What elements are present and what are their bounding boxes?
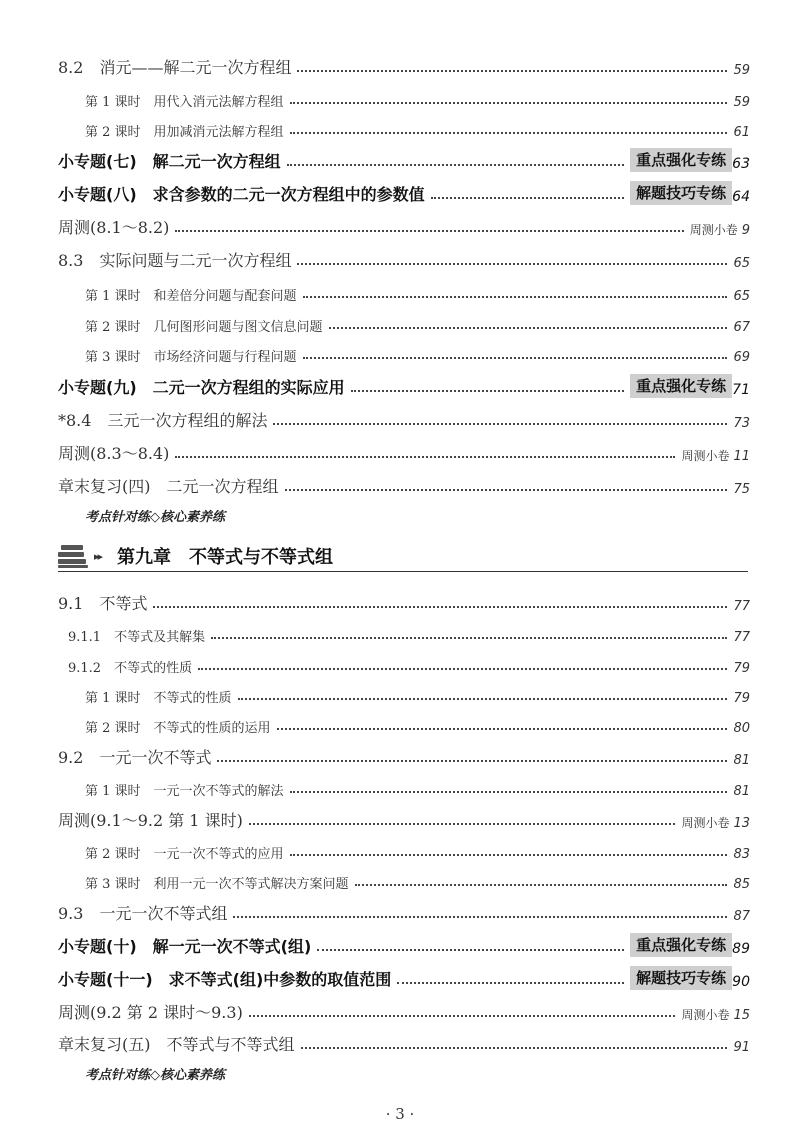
toc-entry-page: 64	[732, 189, 750, 205]
toc-entry-page: 75	[733, 482, 750, 497]
toc-entry[interactable]	[58, 243, 750, 271]
toc-entry-title: 第 2 课时 不等式的性质的运用	[85, 721, 271, 736]
toc-entry-page: 73	[733, 416, 750, 431]
book-stack-icon	[58, 543, 90, 569]
leader-dots	[303, 357, 728, 359]
toc-entry-page: 65	[733, 256, 750, 271]
category-badge: 周测小卷	[681, 816, 730, 830]
category-badge: 重点强化专练	[630, 933, 732, 957]
toc-entry-title: 第 3 课时 利用一元一次不等式解决方案问题	[85, 877, 349, 892]
toc-entry[interactable]	[58, 436, 750, 464]
toc-entry[interactable]	[85, 708, 750, 736]
leader-dots	[249, 1015, 676, 1017]
toc-entry-title: 9.1.1 不等式及其解集	[68, 630, 206, 645]
toc-entry-title: 第 3 课时 市场经济问题与行程问题	[85, 350, 297, 365]
toc-entry-title: 第 1 课时 不等式的性质	[85, 691, 232, 706]
toc-entry[interactable]	[85, 337, 750, 365]
toc-entry-title: 第 2 课时 几何图形问题与图文信息问题	[85, 320, 323, 335]
category-badge: 解题技巧专练	[630, 181, 732, 205]
leader-dots	[175, 230, 683, 232]
category-badge: 重点强化专练	[630, 148, 732, 172]
toc-entry[interactable]	[58, 962, 750, 990]
toc-entry-page: 85	[733, 877, 750, 892]
toc-entry-title: 8.3 实际问题与二元一次方程组	[58, 251, 292, 270]
toc-entry[interactable]	[85, 82, 750, 110]
toc-entry[interactable]	[58, 896, 750, 924]
toc-entry[interactable]	[58, 210, 750, 238]
toc-entry[interactable]	[58, 586, 750, 614]
toc-entry-title: 小专题(七) 解二元一次方程组	[58, 152, 281, 171]
toc-entry-page: 79	[733, 691, 750, 706]
toc-entry[interactable]	[85, 276, 750, 304]
toc-entry-title: 小专题(八) 求含参数的二元一次方程组中的参数值	[58, 185, 425, 204]
leader-dots	[153, 606, 727, 608]
toc-entry[interactable]	[58, 929, 750, 957]
toc-entry-page: 15	[733, 1008, 750, 1023]
leader-dots	[329, 327, 728, 329]
category-badge: 周测小卷	[681, 449, 730, 463]
toc-entry-page: 83	[733, 847, 750, 862]
leader-dots	[351, 390, 625, 392]
toc-entry-page: 89	[732, 941, 750, 957]
toc-entry-title: 第 1 课时 一元一次不等式的解法	[85, 784, 284, 799]
toc-entry-page: 81	[733, 784, 750, 799]
leader-dots	[217, 760, 727, 762]
toc-entry-title: *8.4 三元一次方程组的解法	[58, 411, 268, 430]
double-arrow-icon: ▸▸	[94, 549, 102, 563]
toc-entry-page: 81	[733, 753, 750, 768]
toc-entry-title: 周测(9.1～9.2 第 1 课时)	[58, 811, 243, 830]
toc-entry-page: 91	[733, 1040, 750, 1055]
leader-dots	[290, 102, 728, 104]
toc-entry[interactable]	[85, 112, 750, 140]
toc-entry-page: 59	[733, 63, 750, 78]
category-badge: 周测小卷	[689, 223, 738, 237]
leader-dots	[317, 949, 624, 951]
category-badge: 解题技巧专练	[630, 966, 732, 990]
toc-entry-title: 9.1 不等式	[58, 594, 148, 613]
toc-entry[interactable]	[85, 678, 750, 706]
toc-entry-title: 第 1 课时 和差倍分问题与配套问题	[85, 289, 297, 304]
toc-entry-page: 87	[733, 909, 750, 924]
toc-entry-page: 67	[733, 320, 750, 335]
toc-entry-page: 77	[733, 630, 750, 645]
toc-entry[interactable]	[68, 648, 750, 676]
toc-entry-title: 小专题(十) 解一元一次不等式(组)	[58, 937, 312, 956]
toc-entry-title: 9.1.2 不等式的性质	[68, 661, 193, 676]
toc-entry[interactable]	[58, 370, 750, 398]
leader-dots	[297, 263, 727, 265]
toc-entry-page: 90	[732, 974, 750, 990]
toc-entry-page: 69	[733, 350, 750, 365]
leader-dots	[290, 791, 728, 793]
leader-dots	[290, 854, 728, 856]
leader-dots	[303, 296, 728, 298]
toc-entry-title: 9.3 一元一次不等式组	[58, 904, 228, 923]
leader-dots	[431, 197, 625, 199]
leader-dots	[273, 423, 727, 425]
toc-entry-title: 小专题(九) 二元一次方程组的实际应用	[58, 378, 345, 397]
toc-entry[interactable]	[58, 469, 750, 497]
leader-dots	[285, 489, 728, 491]
toc-entry[interactable]	[68, 617, 750, 645]
toc-entry-page: 80	[733, 721, 750, 736]
toc-entry-page: 65	[733, 289, 750, 304]
leader-dots	[301, 1047, 728, 1049]
toc-entry[interactable]	[58, 1027, 750, 1055]
toc-entry-page: 13	[733, 816, 750, 831]
toc-entry[interactable]	[58, 803, 750, 831]
exercise-footnote: 考点针对练◇核心素养练	[85, 510, 225, 525]
leader-dots	[175, 456, 675, 458]
leader-dots	[397, 982, 624, 984]
toc-entry-title: 周测(8.1～8.2)	[58, 218, 170, 237]
page-number: · 3 ·	[385, 1105, 415, 1123]
leader-dots	[355, 884, 728, 886]
toc-entry[interactable]	[58, 144, 750, 172]
leader-dots	[290, 132, 728, 134]
toc-entry-page: 79	[733, 661, 750, 676]
toc-entry-title: 第 1 课时 用代入消元法解方程组	[85, 95, 284, 110]
leader-dots	[297, 70, 727, 72]
leader-dots	[249, 823, 676, 825]
toc-entry[interactable]	[58, 740, 750, 768]
toc-entry-page: 61	[733, 125, 750, 140]
toc-entry-page: 77	[733, 599, 750, 614]
toc-entry-title: 小专题(十一) 求不等式(组)中参数的取值范围	[58, 970, 392, 989]
leader-dots	[277, 728, 728, 730]
toc-entry[interactable]	[85, 771, 750, 799]
toc-entry-title: 第 2 课时 用加减消元法解方程组	[85, 125, 284, 140]
leader-dots	[287, 164, 625, 166]
category-badge: 周测小卷	[681, 1008, 730, 1022]
leader-dots	[211, 637, 727, 639]
toc-entry-page: 59	[733, 95, 750, 110]
toc-entry-title: 周测(9.2 第 2 课时～9.3)	[58, 1003, 243, 1022]
leader-dots	[238, 698, 728, 700]
toc-entry-page: 71	[732, 382, 750, 398]
chapter-title: 第九章 不等式与不等式组	[117, 547, 334, 568]
toc-entry-title: 章末复习(五) 不等式与不等式组	[58, 1035, 295, 1054]
toc-entry-title: 9.2 一元一次不等式	[58, 748, 212, 767]
toc-entry[interactable]	[85, 834, 750, 862]
toc-entry-title: 8.2 消元——解二元一次方程组	[58, 58, 292, 77]
toc-entry[interactable]	[85, 307, 750, 335]
toc-entry[interactable]	[58, 177, 750, 205]
chapter-divider	[58, 571, 748, 572]
toc-entry-page: 11	[733, 449, 750, 464]
toc-entry[interactable]	[85, 864, 750, 892]
leader-dots	[198, 668, 727, 670]
toc-entry[interactable]	[58, 995, 750, 1023]
toc-entry[interactable]	[58, 403, 750, 431]
toc-entry[interactable]	[58, 50, 750, 78]
toc-entry-page: 9	[741, 223, 750, 238]
category-badge: 重点强化专练	[630, 374, 732, 398]
exercise-footnote: 考点针对练◇核心素养练	[85, 1068, 225, 1083]
leader-dots	[233, 916, 727, 918]
toc-entry-page: 63	[732, 156, 750, 172]
toc-entry-title: 第 2 课时 一元一次不等式的应用	[85, 847, 284, 862]
chapter-header	[58, 540, 748, 572]
toc-entry-title: 周测(8.3～8.4)	[58, 444, 170, 463]
toc-entry-title: 章末复习(四) 二元一次方程组	[58, 477, 279, 496]
